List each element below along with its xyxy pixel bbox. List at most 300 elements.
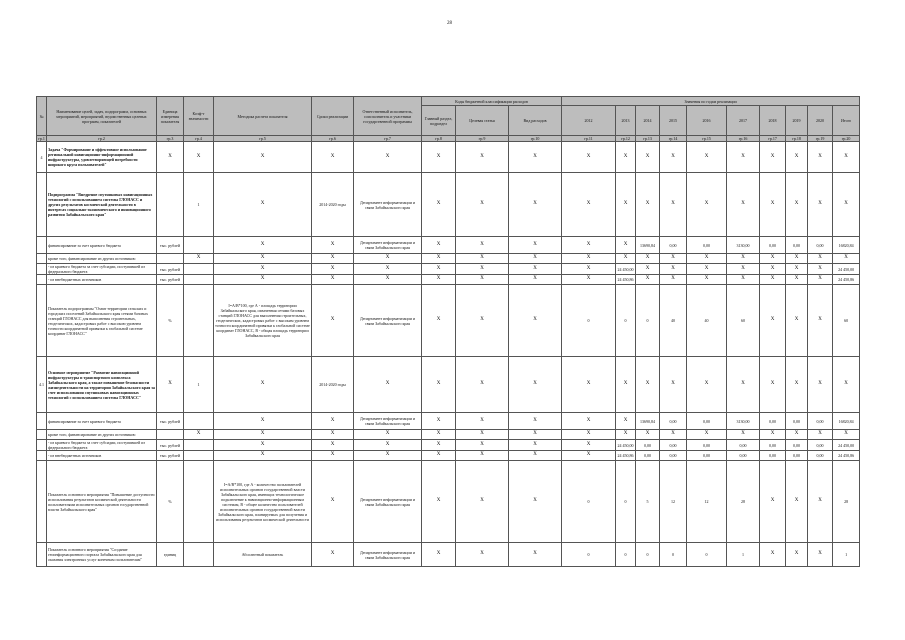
header-kbk: Коды бюджетной классификации расходов [422, 97, 562, 106]
row-term: Х [312, 440, 354, 451]
row-year-value: Х [636, 275, 660, 285]
row-term: Х [312, 451, 354, 461]
table-row [37, 173, 860, 237]
row-method: Х [214, 142, 312, 173]
row-coef [184, 264, 214, 275]
header-column-index: гр.17 [760, 136, 786, 142]
row-kbk-article: Х [456, 275, 509, 285]
row-responsible: Департамент информатизации и связи Забайкальского края [354, 413, 422, 430]
row-year-value: Х [833, 173, 860, 237]
row-kbk-type: Х [509, 173, 562, 237]
header-column-index: гр.20 [833, 136, 860, 142]
row-kbk-section: Х [422, 543, 456, 567]
row-year-value: Х [727, 275, 760, 285]
header-column-index: гр.12 [616, 136, 636, 142]
table-row [37, 285, 860, 357]
row-year-value: Х [687, 430, 727, 440]
row-unit: тыс. рублей [157, 237, 184, 254]
row-year-value: 40 [660, 285, 687, 357]
row-year-value: Х [760, 275, 786, 285]
row-kbk-article: Х [456, 357, 509, 413]
program-indicators-table [36, 96, 860, 567]
row-year-value: 0,00 [786, 451, 808, 461]
row-year-value: 0,00 [786, 237, 808, 254]
row-year-value: 16820,84 [833, 237, 860, 254]
row-number [37, 254, 47, 264]
row-year-value: Х [760, 357, 786, 413]
row-year-value: Х [660, 264, 687, 275]
row-responsible: Департамент информатизации и связи Забайкальского края [354, 237, 422, 254]
row-year-value: 0,00 [687, 237, 727, 254]
row-name: Показатель основного мероприятия "Повышение доступности использования результатов космической деятельности пользователями исполнительных органов государственной власти Забайкальского края" [47, 461, 157, 543]
row-name: Подпрограмма "Внедрение спутниковых навигационных технологий с использованием системы ГЛОНАСС и других результатов космической деятельности в интересах социально-экономического и инновационного развития Забайкальского края" [47, 173, 157, 237]
row-term: Х [312, 264, 354, 275]
row-name: кроме того, финансирование из других источников: [47, 254, 157, 264]
row-year-value: Х [562, 440, 616, 451]
header-values: Значения по годам реализации [562, 97, 860, 106]
row-name: финансирование за счет краевого бюджета [47, 413, 157, 430]
row-number [37, 413, 47, 430]
row-year-value: Х [687, 173, 727, 237]
row-coef [184, 413, 214, 430]
row-year-value: Х [562, 254, 616, 264]
row-year-value: 0,00 [760, 237, 786, 254]
row-year-value: 24 450,00 [833, 264, 860, 275]
table-row [37, 451, 860, 461]
row-method: Х [214, 237, 312, 254]
row-term: 2014-2020 годы [312, 357, 354, 413]
row-year-value: Х [808, 264, 833, 275]
row-year-value: Х [562, 237, 616, 254]
row-year-value: Х [562, 275, 616, 285]
row-name: кроме того, финансирование из других источников: [47, 430, 157, 440]
row-year-value: Х [786, 264, 808, 275]
row-year-value: Х [660, 142, 687, 173]
header-year: 2016 [687, 106, 727, 136]
row-responsible: Департамент информатизации и связи Забайкальского края [354, 543, 422, 567]
row-name: финансирование за счет краевого бюджета [47, 237, 157, 254]
header-num: № [37, 97, 47, 136]
header-term: Сроки реализации [312, 97, 354, 136]
row-responsible: Департамент информатизации и связи Забайкальского края [354, 461, 422, 543]
row-year-value: Х [616, 357, 636, 413]
row-year-value: Х [687, 357, 727, 413]
row-year-value: 13690,84 [636, 413, 660, 430]
row-name: - из краевого бюджета за счет субсидии, поступившей из федерального бюджета [47, 264, 157, 275]
row-year-value: Х [616, 413, 636, 430]
row-method: I=A/B*100, где А - площадь территории Забайкальского края, охваченная сетями базовых станций ГЛОНАСС для выполнения строительных, геодезических, кадастровых работ с высоким уровнем точности координатной привязки к глобальной системе координат ГЛОНАСС, В - общая площадь территории Забайкальского края [214, 285, 312, 357]
row-year-value: Х [727, 254, 760, 264]
row-coef [184, 285, 214, 357]
row-coef [184, 237, 214, 254]
row-name: Задача "Формирование и эффективное использование региональной навигационно-информационной инфраструктуры, удовлетворяющей потребности широкого круга пользователей" [47, 142, 157, 173]
row-year-value: Х [636, 254, 660, 264]
row-method: I=A/B*100, где А - количество пользователей исполнительных органов государственной власти Забайкальского края, имеющих технологическое подключение к навигационно-информационным системам, В - общее количество пользователей исполнительных органов государственной власти Забайкальского края, планируемых для получения и использования результатов космической деятельности [214, 461, 312, 543]
row-method: Х [214, 254, 312, 264]
row-year-value: 12 [660, 461, 687, 543]
row-year-value: Х [833, 430, 860, 440]
header-method: Методика расчета показателя [214, 97, 312, 136]
row-year-value: Х [760, 285, 786, 357]
row-number [37, 430, 47, 440]
row-year-value: 0,00 [808, 413, 833, 430]
row-year-value: Х [727, 142, 760, 173]
header-year: 2018 [760, 106, 786, 136]
row-year-value: 0,00 [636, 440, 660, 451]
row-term: Х [312, 142, 354, 173]
row-number [37, 440, 47, 451]
row-year-value: 24 450,00 [616, 264, 636, 275]
row-unit: тыс. рублей [157, 440, 184, 451]
row-method: Х [214, 440, 312, 451]
row-responsible: Департамент информатизации и связи Забайкальского края [354, 285, 422, 357]
header-year: 2019 [786, 106, 808, 136]
header-responsible: Ответственный исполнитель, соисполнитель и участники государственной программы [354, 97, 422, 136]
header-column-index: гр.19 [808, 136, 833, 142]
header-kbk-col: Вид расходов [509, 106, 562, 136]
row-year-value: Х [660, 275, 687, 285]
row-term: Х [312, 543, 354, 567]
row-unit: тыс. рублей [157, 264, 184, 275]
row-kbk-section: Х [422, 440, 456, 451]
row-name: Основное мероприятие "Развитие навигационной инфраструктуры и транспортного комплекса Забайкальского края, а также повышение безопасности жизнедеятельности на территории Забайкальского края за счет использования спутниковых навигационных технологий с использованием системы ГЛОНАСС" [47, 357, 157, 413]
row-unit: единиц [157, 543, 184, 567]
header-year: 2013 [616, 106, 636, 136]
row-year-value: Х [687, 275, 727, 285]
table-row [37, 543, 860, 567]
row-year-value: 0 [562, 461, 616, 543]
row-year-value: 60 [727, 285, 760, 357]
row-year-value: Х [636, 357, 660, 413]
row-year-value: Х [660, 173, 687, 237]
row-kbk-section: Х [422, 264, 456, 275]
row-year-value: 28 [727, 461, 760, 543]
row-kbk-type: Х [509, 430, 562, 440]
row-year-value: Х [616, 237, 636, 254]
row-coef: 1 [184, 173, 214, 237]
row-method: Абсолютный показатель [214, 543, 312, 567]
row-year-value: Х [660, 254, 687, 264]
row-unit [157, 430, 184, 440]
row-kbk-article: Х [456, 264, 509, 275]
row-unit: тыс. рублей [157, 451, 184, 461]
header-column-index: гр.11 [562, 136, 616, 142]
row-coef: Х [184, 430, 214, 440]
row-kbk-article: Х [456, 254, 509, 264]
header-year: 2020 [808, 106, 833, 136]
row-year-value: Х [786, 285, 808, 357]
row-year-value: 13690,84 [636, 237, 660, 254]
row-coef: 1 [184, 357, 214, 413]
header-year: Итого [833, 106, 860, 136]
header-column-index: гр.3 [157, 136, 184, 142]
header-year: 2015 [660, 106, 687, 136]
row-coef: Х [184, 254, 214, 264]
row-year-value: Х [760, 264, 786, 275]
row-year-value: 0 [562, 543, 616, 567]
row-kbk-article: Х [456, 142, 509, 173]
row-year-value: 0,00 [660, 451, 687, 461]
row-year-value: Х [636, 173, 660, 237]
header-year: 2014 [636, 106, 660, 136]
row-year-value: 0 [616, 543, 636, 567]
row-term: Х [312, 275, 354, 285]
header-column-index: гр.2 [47, 136, 157, 142]
row-year-value: 24 450,00 [616, 440, 636, 451]
row-kbk-article: Х [456, 461, 509, 543]
row-year-value: Х [562, 430, 616, 440]
header-coef: Коэф-т значимости [184, 97, 214, 136]
row-kbk-section: Х [422, 142, 456, 173]
row-year-value: 0 [616, 461, 636, 543]
row-year-value: Х [636, 430, 660, 440]
row-number [37, 543, 47, 567]
row-method: Х [214, 430, 312, 440]
table-header [37, 97, 860, 142]
row-year-value: Х [786, 173, 808, 237]
row-kbk-section: Х [422, 413, 456, 430]
row-year-value: 28 [833, 461, 860, 543]
row-year-value: Х [760, 430, 786, 440]
row-unit [157, 254, 184, 264]
row-term: Х [312, 254, 354, 264]
row-coef: Х [184, 142, 214, 173]
row-year-value: Х [616, 430, 636, 440]
row-year-value: Х [760, 254, 786, 264]
row-year-value: Х [760, 173, 786, 237]
row-year-value: Х [786, 461, 808, 543]
row-year-value: 0,00 [786, 413, 808, 430]
row-coef [184, 275, 214, 285]
row-unit: тыс. рублей [157, 413, 184, 430]
row-year-value: Х [562, 142, 616, 173]
table-row [37, 461, 860, 543]
row-number [37, 451, 47, 461]
row-kbk-section: Х [422, 357, 456, 413]
row-year-value: 40 [687, 285, 727, 357]
row-kbk-type: Х [509, 275, 562, 285]
row-year-value: 0,00 [760, 440, 786, 451]
header-column-index: гр.7 [354, 136, 422, 142]
row-year-value: 3130,00 [727, 413, 760, 430]
row-responsible: Х [354, 142, 422, 173]
row-year-value: 0 [562, 285, 616, 357]
row-year-value: 24 450,86 [616, 275, 636, 285]
row-responsible: Х [354, 430, 422, 440]
row-year-value: Х [833, 254, 860, 264]
row-unit: % [157, 461, 184, 543]
row-year-value: 0 [616, 285, 636, 357]
row-method: Х [214, 451, 312, 461]
row-year-value: Х [660, 357, 687, 413]
row-year-value: 0,00 [660, 413, 687, 430]
row-year-value: 16820,84 [833, 413, 860, 430]
table-row [37, 440, 860, 451]
row-name: - из внебюджетных источников [47, 451, 157, 461]
row-year-value: Х [727, 430, 760, 440]
row-kbk-type: Х [509, 254, 562, 264]
row-unit: тыс. рублей [157, 275, 184, 285]
row-number [37, 237, 47, 254]
row-year-value: Х [636, 142, 660, 173]
row-year-value: 0 [636, 543, 660, 567]
row-year-value: Х [660, 430, 687, 440]
row-year-value: Х [808, 430, 833, 440]
row-year-value: Х [786, 254, 808, 264]
row-year-value: Х [687, 264, 727, 275]
row-year-value: 0,00 [786, 440, 808, 451]
header-column-index: гр.9 [456, 136, 509, 142]
row-kbk-article: Х [456, 430, 509, 440]
row-year-value: Х [808, 461, 833, 543]
row-year-value: 1 [727, 543, 760, 567]
row-year-value: Х [562, 451, 616, 461]
row-year-value: 0,00 [636, 451, 660, 461]
row-kbk-section: Х [422, 285, 456, 357]
row-year-value: 1 [833, 543, 860, 567]
row-name: Показатель подпрограммы "Охват территории сельских и городских поселений Забайкальского края сетями базовых станций ГЛОНАСС для выполнения строительных, геодезических, кадастровых работ с высокою уровнем точности координатной привязки к глобальной системе координат ГЛОНАСС" [47, 285, 157, 357]
row-responsible: Х [354, 264, 422, 275]
row-responsible: Х [354, 451, 422, 461]
row-year-value: 0,00 [808, 237, 833, 254]
row-number [37, 275, 47, 285]
row-number [37, 461, 47, 543]
row-year-value: 0,00 [808, 440, 833, 451]
header-column-index: гр.18 [786, 136, 808, 142]
row-year-value: Х [562, 264, 616, 275]
row-year-value: 60 [833, 285, 860, 357]
row-coef [184, 543, 214, 567]
row-term: Х [312, 285, 354, 357]
row-kbk-article: Х [456, 451, 509, 461]
row-year-value: Х [760, 543, 786, 567]
header-column-index: гр.8 [422, 136, 456, 142]
row-year-value: Х [808, 285, 833, 357]
row-year-value: 3130,00 [727, 237, 760, 254]
row-year-value: Х [786, 430, 808, 440]
row-year-value: 0,00 [687, 413, 727, 430]
row-unit: % [157, 285, 184, 357]
row-method: Х [214, 275, 312, 285]
row-year-value: 24 450,86 [616, 451, 636, 461]
table-row [37, 264, 860, 275]
row-year-value: 12 [687, 461, 727, 543]
row-year-value: 24 450,86 [833, 451, 860, 461]
row-kbk-section: Х [422, 451, 456, 461]
row-method: Х [214, 357, 312, 413]
row-term: Х [312, 430, 354, 440]
row-number [37, 173, 47, 237]
header-column-index: гр.10 [509, 136, 562, 142]
row-year-value: Х [616, 142, 636, 173]
row-kbk-article: Х [456, 237, 509, 254]
row-term: 2014-2020 годы [312, 173, 354, 237]
header-column-index: гр.1 [38, 136, 45, 141]
row-coef [184, 440, 214, 451]
row-year-value: Х [727, 357, 760, 413]
row-year-value: Х [808, 142, 833, 173]
row-kbk-article: Х [456, 543, 509, 567]
row-year-value: 0,00 [808, 451, 833, 461]
row-year-value: 0 [687, 543, 727, 567]
row-year-value: Х [786, 275, 808, 285]
row-kbk-type: Х [509, 461, 562, 543]
row-unit: Х [157, 357, 184, 413]
table-row [37, 430, 860, 440]
row-year-value: 0,00 [727, 451, 760, 461]
row-coef [184, 451, 214, 461]
table-row [37, 254, 860, 264]
row-year-value: Х [562, 413, 616, 430]
row-year-value: Х [808, 543, 833, 567]
row-year-value: Х [833, 357, 860, 413]
row-kbk-section: Х [422, 173, 456, 237]
row-kbk-section: Х [422, 275, 456, 285]
row-year-value: Х [786, 543, 808, 567]
row-kbk-type: Х [509, 413, 562, 430]
table-row [37, 357, 860, 413]
row-year-value: Х [562, 357, 616, 413]
row-year-value: Х [833, 142, 860, 173]
row-kbk-article: Х [456, 413, 509, 430]
row-responsible: Х [354, 254, 422, 264]
header-column-index: гр.14 [660, 136, 687, 142]
row-year-value: Х [687, 254, 727, 264]
row-year-value: Х [760, 142, 786, 173]
row-method: Х [214, 173, 312, 237]
row-year-value: 0,00 [687, 440, 727, 451]
row-number [37, 264, 47, 275]
row-method: Х [214, 413, 312, 430]
row-coef [184, 461, 214, 543]
row-year-value: Х [636, 264, 660, 275]
header-column-index: гр.15 [687, 136, 727, 142]
row-unit [157, 173, 184, 237]
row-year-value: Х [616, 254, 636, 264]
row-year-value: Х [786, 357, 808, 413]
row-kbk-article: Х [456, 440, 509, 451]
row-year-value: Х [808, 357, 833, 413]
row-number: 4 [37, 142, 47, 173]
row-year-value: 0,00 [660, 237, 687, 254]
row-kbk-type: Х [509, 237, 562, 254]
row-year-value: 24 450,00 [833, 440, 860, 451]
row-kbk-type: Х [509, 440, 562, 451]
row-name: - из внебюджетных источников [47, 275, 157, 285]
header-column-index: гр.13 [636, 136, 660, 142]
row-year-value: Х [727, 173, 760, 237]
row-kbk-section: Х [422, 237, 456, 254]
row-kbk-section: Х [422, 461, 456, 543]
row-year-value: 24 450,86 [833, 275, 860, 285]
row-responsible: Х [354, 357, 422, 413]
row-kbk-section: Х [422, 254, 456, 264]
row-unit: Х [157, 142, 184, 173]
table-row [37, 413, 860, 430]
row-kbk-article: Х [456, 285, 509, 357]
row-year-value: Х [808, 173, 833, 237]
row-year-value: 0 [660, 543, 687, 567]
row-year-value: Х [687, 142, 727, 173]
header-column-index: гр.4 [184, 136, 214, 142]
row-year-value: 0,00 [687, 451, 727, 461]
header-name: Наименование целей, задач, подпрограмм, основных мероприятий, мероприятий, ведомственных целевых программ, показателей [47, 97, 157, 136]
header-column-index: гр.5 [214, 136, 312, 142]
row-responsible: Х [354, 440, 422, 451]
row-term: Х [312, 237, 354, 254]
header-column-index: гр.16 [727, 136, 760, 142]
row-year-value: Х [760, 461, 786, 543]
